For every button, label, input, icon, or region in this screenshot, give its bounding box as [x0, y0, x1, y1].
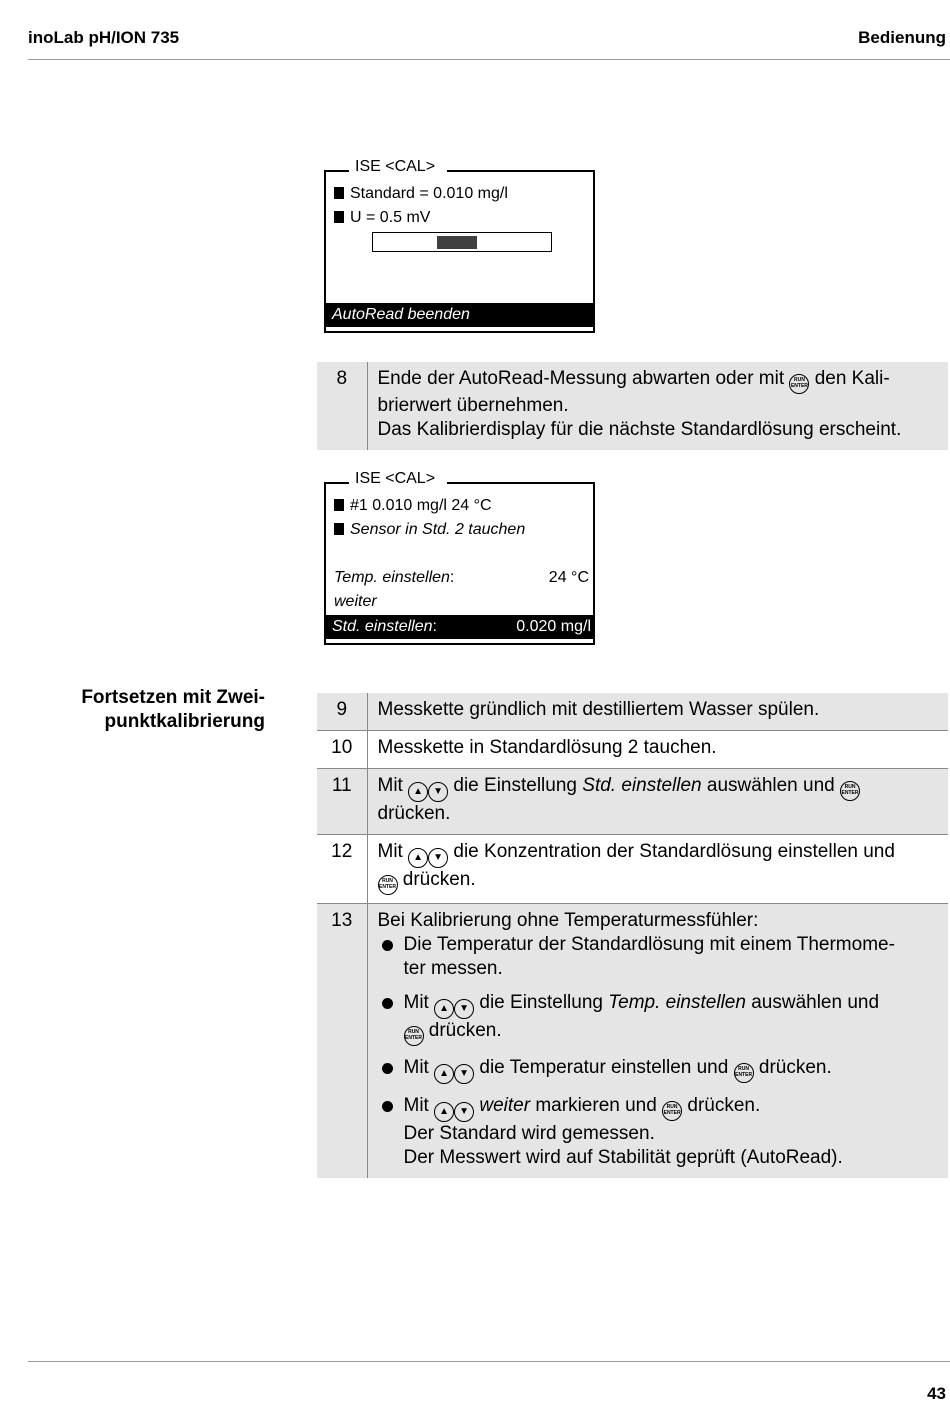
square-marker-icon: [334, 187, 344, 199]
table-row: [317, 904, 948, 1179]
step-text: Ende der AutoRead-Messung abwarten oder mit RUN ENTER den Kali- brierwert übernehmen. Das Kalibrierdisplay für die nächste Standardlösung erscheint.: [367, 362, 948, 450]
arrow-down-key-icon: ▼: [454, 1064, 474, 1084]
display-title: ISE <CAL>: [349, 468, 447, 490]
table-row: [317, 769, 948, 835]
step-number: 10: [317, 731, 367, 769]
step-text: Mit ▲ ▼ die Einstellung Std. einstellen auswählen und RUN ENTER drücken.: [367, 769, 948, 835]
display-softkey-autoread-end: AutoRead beenden: [326, 303, 593, 327]
display-menu-temp: Temp. einstellen: 24 °C: [334, 569, 589, 586]
list-item: Mit ▲ ▼ die Einstellung Temp. einstellen auswählen und RUN ENTER drücken.: [378, 991, 941, 1046]
header-chapter: Bedienung: [858, 28, 946, 47]
list-item: Die Temperatur der Standardlösung mit einem Thermome- ter messen.: [378, 933, 941, 981]
bullet-list: [378, 933, 941, 1170]
arrow-up-key-icon: ▲: [434, 1064, 454, 1084]
display-title: ISE <CAL>: [349, 156, 447, 178]
step-number: 8: [317, 362, 367, 450]
table-row: [317, 693, 948, 731]
arrow-up-key-icon: ▲: [434, 1102, 454, 1122]
step-text: Messkette in Standardlösung 2 tauchen.: [367, 731, 948, 769]
step-text: Messkette gründlich mit destilliertem Wasser spülen.: [367, 693, 948, 731]
table-row: [317, 731, 948, 769]
steps-table-9-13: [317, 693, 948, 1178]
run-enter-key-icon: RUN ENTER: [789, 374, 809, 394]
square-marker-icon: [334, 523, 344, 535]
display-menu-weiter: weiter: [334, 593, 377, 610]
steps-table-8: [317, 362, 948, 450]
step-text: [367, 904, 948, 1179]
square-marker-icon: [334, 211, 344, 223]
arrow-down-key-icon: ▼: [454, 999, 474, 1019]
footer-rule: [28, 1361, 950, 1362]
table-row: [317, 362, 948, 450]
run-enter-key-icon: RUN ENTER: [404, 1026, 424, 1046]
step-text: Mit ▲ ▼ die Konzentration der Standardlösung einstellen und RUN ENTER drücken.: [367, 835, 948, 904]
run-enter-key-icon: RUN ENTER: [840, 781, 860, 801]
step-number: 11: [317, 769, 367, 835]
arrow-up-key-icon: ▲: [408, 782, 428, 802]
arrow-up-key-icon: ▲: [434, 999, 454, 1019]
section-heading: Fortsetzen mit Zwei- punktkalibrierung: [81, 687, 265, 732]
step-intro: Bei Kalibrierung ohne Temperaturmessfühler:: [377, 910, 759, 931]
list-item: Mit ▲ ▼ die Temperatur einstellen und RUN ENTER drücken.: [378, 1056, 941, 1084]
display-line-calibration-point: #1 0.010 mg/l 24 °C: [334, 495, 589, 517]
header-rule: [28, 59, 950, 60]
run-enter-key-icon: RUN ENTER: [734, 1063, 754, 1083]
display-line-standard: Standard = 0.010 mg/l: [334, 183, 589, 205]
run-enter-key-icon: RUN ENTER: [662, 1101, 682, 1121]
step-number: 12: [317, 835, 367, 904]
arrow-down-key-icon: ▼: [428, 848, 448, 868]
step-number: 13: [317, 904, 367, 1179]
display-menu-std-selected: Std. einstellen: 0.020 mg/l: [326, 615, 593, 639]
page-number: 43: [927, 1384, 946, 1403]
arrow-up-key-icon: ▲: [408, 848, 428, 868]
autoread-progress-bar: [372, 232, 552, 252]
arrow-down-key-icon: ▼: [428, 782, 448, 802]
arrow-down-key-icon: ▼: [454, 1102, 474, 1122]
calibration-display-std2: [324, 470, 595, 645]
progress-indicator: [437, 236, 477, 249]
step-number: 9: [317, 693, 367, 731]
square-marker-icon: [334, 499, 344, 511]
list-item: Mit ▲ ▼ weiter markieren und RUN ENTER drücken. Der Standard wird gemessen. Der Messwert wird auf Stabilität geprüft (AutoRead).: [378, 1094, 941, 1170]
display-line-voltage: U = 0.5 mV: [334, 207, 589, 229]
display-line-instruction: Sensor in Std. 2 tauchen: [334, 519, 589, 541]
calibration-display-autoread: [324, 158, 595, 333]
header-product-name: inoLab pH/ION 735: [28, 28, 180, 47]
run-enter-key-icon: RUN ENTER: [378, 875, 398, 895]
table-row: [317, 835, 948, 904]
